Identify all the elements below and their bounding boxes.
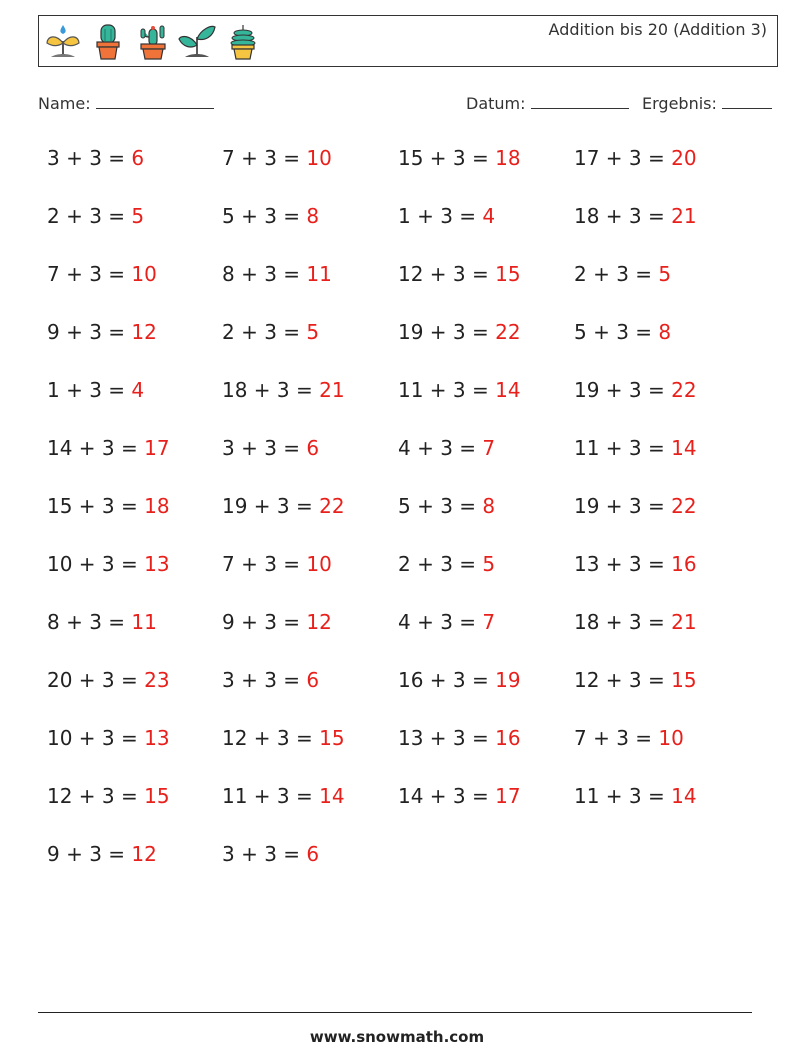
problem-question: 20 + 3 =	[47, 668, 145, 692]
problem-question: 10 + 3 =	[47, 552, 145, 576]
name-blank[interactable]	[96, 94, 214, 109]
problem-question: 16 + 3 =	[398, 668, 496, 692]
problem-question: 14 + 3 =	[398, 784, 496, 808]
cactus-pot-icon	[89, 21, 129, 61]
problem-item	[222, 494, 345, 518]
problem-answer: 21	[671, 610, 697, 634]
problem-answer: 11	[306, 262, 332, 286]
problem-item	[398, 204, 495, 228]
problem-item	[222, 204, 319, 228]
problem-item	[222, 378, 345, 402]
problem-question: 3 + 3 =	[222, 842, 307, 866]
problem-answer: 22	[319, 494, 345, 518]
problem-answer: 23	[144, 668, 170, 692]
problem-item	[47, 842, 157, 866]
date-field[interactable]	[466, 94, 629, 113]
problem-answer: 14	[319, 784, 345, 808]
problem-question: 19 + 3 =	[574, 494, 672, 518]
problem-item	[222, 320, 319, 344]
problem-question: 5 + 3 =	[574, 320, 659, 344]
name-label: Name:	[38, 94, 91, 113]
cactus-pot-flower-icon	[133, 21, 173, 61]
problem-question: 1 + 3 =	[47, 378, 132, 402]
worksheet-title: Addition bis 20 (Addition 3)	[548, 20, 767, 39]
problem-item	[222, 610, 332, 634]
problem-question: 15 + 3 =	[47, 494, 145, 518]
footer-divider	[38, 1012, 752, 1013]
problem-answer: 21	[319, 378, 345, 402]
seedling-icon	[177, 21, 217, 61]
problem-question: 11 + 3 =	[222, 784, 320, 808]
problem-answer: 7	[482, 610, 496, 634]
problem-question: 3 + 3 =	[47, 146, 132, 170]
worksheet-header	[38, 15, 778, 67]
problem-answer: 14	[671, 436, 697, 460]
problem-item	[574, 378, 697, 402]
problem-answer: 17	[144, 436, 170, 460]
problem-question: 2 + 3 =	[398, 552, 483, 576]
problem-question: 11 + 3 =	[574, 784, 672, 808]
problem-answer: 22	[495, 320, 521, 344]
problem-answer: 6	[306, 668, 320, 692]
problem-answer: 15	[144, 784, 170, 808]
problem-question: 12 + 3 =	[47, 784, 145, 808]
problem-answer: 8	[482, 494, 496, 518]
problem-answer: 4	[131, 378, 145, 402]
problem-item	[574, 726, 684, 750]
problem-answer: 19	[495, 668, 521, 692]
problem-item	[222, 842, 319, 866]
problem-item	[574, 436, 697, 460]
problem-question: 11 + 3 =	[398, 378, 496, 402]
problem-answer: 13	[144, 726, 170, 750]
problem-answer: 18	[495, 146, 521, 170]
problem-question: 4 + 3 =	[398, 436, 483, 460]
problem-item	[398, 262, 521, 286]
problem-answer: 11	[131, 610, 157, 634]
problem-answer: 10	[306, 552, 332, 576]
problem-question: 4 + 3 =	[398, 610, 483, 634]
problem-question: 1 + 3 =	[398, 204, 483, 228]
problem-item	[47, 262, 157, 286]
problem-answer: 22	[671, 378, 697, 402]
problem-item	[574, 610, 697, 634]
problem-item	[47, 552, 170, 576]
problem-question: 13 + 3 =	[398, 726, 496, 750]
problem-answer: 14	[671, 784, 697, 808]
problem-item	[47, 784, 170, 808]
problem-answer: 10	[306, 146, 332, 170]
problem-item	[47, 320, 157, 344]
problem-item	[574, 784, 697, 808]
problem-item	[398, 784, 521, 808]
problem-item	[398, 146, 521, 170]
name-field[interactable]	[38, 94, 214, 113]
problem-question: 5 + 3 =	[398, 494, 483, 518]
problem-answer: 12	[131, 842, 157, 866]
problem-answer: 20	[671, 146, 697, 170]
problem-answer: 16	[671, 552, 697, 576]
problem-item	[47, 204, 144, 228]
footer-url[interactable]: www.snowmath.com	[309, 1028, 485, 1046]
problem-item	[398, 494, 495, 518]
problem-item	[47, 726, 170, 750]
problem-question: 12 + 3 =	[398, 262, 496, 286]
problem-item	[574, 146, 697, 170]
problem-question: 3 + 3 =	[222, 668, 307, 692]
problem-question: 7 + 3 =	[222, 146, 307, 170]
problem-answer: 4	[482, 204, 496, 228]
problem-question: 18 + 3 =	[574, 204, 672, 228]
problem-item	[47, 378, 144, 402]
problem-item	[47, 610, 157, 634]
problem-answer: 6	[306, 842, 320, 866]
problem-answer: 7	[482, 436, 496, 460]
sprout-icon	[43, 21, 83, 61]
result-label: Ergebnis:	[642, 94, 717, 113]
problem-question: 12 + 3 =	[574, 668, 672, 692]
problem-question: 9 + 3 =	[47, 842, 132, 866]
problem-answer: 12	[306, 610, 332, 634]
date-label: Datum:	[466, 94, 526, 113]
problem-item	[222, 668, 319, 692]
problem-question: 2 + 3 =	[47, 204, 132, 228]
problem-question: 18 + 3 =	[222, 378, 320, 402]
problem-item	[398, 668, 521, 692]
problem-question: 10 + 3 =	[47, 726, 145, 750]
problem-question: 12 + 3 =	[222, 726, 320, 750]
problem-question: 19 + 3 =	[398, 320, 496, 344]
problem-answer: 10	[658, 726, 684, 750]
problem-item	[398, 610, 495, 634]
problem-answer: 14	[495, 378, 521, 402]
problem-answer: 5	[306, 320, 320, 344]
problem-answer: 5	[658, 262, 672, 286]
problem-answer: 22	[671, 494, 697, 518]
problem-item	[222, 436, 319, 460]
problem-question: 8 + 3 =	[222, 262, 307, 286]
problem-question: 5 + 3 =	[222, 204, 307, 228]
problem-item	[574, 320, 671, 344]
problem-question: 18 + 3 =	[574, 610, 672, 634]
problem-item	[47, 146, 144, 170]
problem-question: 7 + 3 =	[574, 726, 659, 750]
problem-item	[398, 552, 495, 576]
problem-item	[398, 436, 495, 460]
problem-answer: 17	[495, 784, 521, 808]
problem-item	[222, 146, 332, 170]
problem-item	[222, 552, 332, 576]
problem-question: 3 + 3 =	[222, 436, 307, 460]
problem-answer: 15	[319, 726, 345, 750]
problem-item	[398, 320, 521, 344]
problem-item	[574, 494, 697, 518]
problem-item	[222, 784, 345, 808]
problem-item	[47, 436, 170, 460]
problem-answer: 21	[671, 204, 697, 228]
problem-item	[398, 378, 521, 402]
problem-question: 7 + 3 =	[47, 262, 132, 286]
problem-answer: 6	[131, 146, 145, 170]
problem-item	[47, 494, 170, 518]
problem-question: 2 + 3 =	[222, 320, 307, 344]
result-field[interactable]	[642, 94, 772, 113]
date-blank[interactable]	[531, 94, 629, 109]
problem-answer: 8	[306, 204, 320, 228]
problem-answer: 10	[131, 262, 157, 286]
problem-item	[574, 668, 697, 692]
problem-question: 9 + 3 =	[47, 320, 132, 344]
problem-answer: 15	[671, 668, 697, 692]
potted-plant-icon	[223, 21, 263, 61]
problem-question: 2 + 3 =	[574, 262, 659, 286]
problem-item	[574, 204, 697, 228]
problem-item	[222, 726, 345, 750]
problem-question: 11 + 3 =	[574, 436, 672, 460]
problem-question: 19 + 3 =	[222, 494, 320, 518]
problem-answer: 12	[131, 320, 157, 344]
problem-question: 9 + 3 =	[222, 610, 307, 634]
problem-question: 14 + 3 =	[47, 436, 145, 460]
problem-question: 15 + 3 =	[398, 146, 496, 170]
problem-answer: 5	[482, 552, 496, 576]
problem-item	[47, 668, 170, 692]
problem-item	[574, 552, 697, 576]
problem-answer: 6	[306, 436, 320, 460]
problem-answer: 15	[495, 262, 521, 286]
problem-question: 17 + 3 =	[574, 146, 672, 170]
problem-answer: 16	[495, 726, 521, 750]
problem-answer: 8	[658, 320, 672, 344]
problem-item	[222, 262, 332, 286]
problem-question: 7 + 3 =	[222, 552, 307, 576]
problem-question: 19 + 3 =	[574, 378, 672, 402]
problem-answer: 13	[144, 552, 170, 576]
problem-answer: 5	[131, 204, 145, 228]
problem-item	[574, 262, 671, 286]
problem-answer: 18	[144, 494, 170, 518]
problem-item	[398, 726, 521, 750]
problem-question: 13 + 3 =	[574, 552, 672, 576]
problem-question: 8 + 3 =	[47, 610, 132, 634]
result-blank[interactable]	[722, 94, 772, 109]
